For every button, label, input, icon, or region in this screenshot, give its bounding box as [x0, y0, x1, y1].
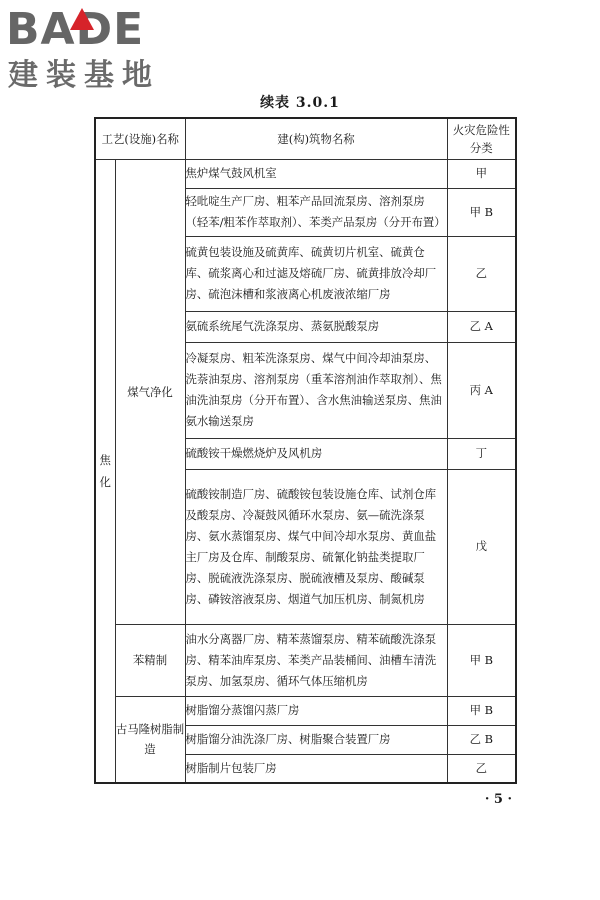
group-name: 煤气净化 [115, 159, 185, 624]
fire-class: 乙 A [447, 311, 516, 342]
header-process: 工艺(设施)名称 [95, 118, 185, 159]
fire-class: 乙 B [447, 725, 516, 754]
logo-triangle-icon [70, 8, 94, 30]
category-label: 焦化 [99, 452, 111, 489]
building-name: 硫黄包装设施及硫黄库、硫黄切片机室、硫黄仓库、硫浆离心和过滤及熔硫厂房、硫黄排放冷却厂房、硫泡沫槽和浆液离心机废液浓缩厂房 [185, 236, 447, 311]
fire-class: 丁 [447, 438, 516, 469]
building-name: 氨硫系统尾气洗涤泵房、蒸氨脱酸泵房 [185, 311, 447, 342]
watermark-logo [6, 6, 176, 98]
table-row [95, 624, 516, 696]
fire-hazard-table [94, 117, 515, 784]
building-name: 油水分离器厂房、精苯蒸馏泵房、精苯硫酸洗涤泵房、精苯油库泵房、苯类产品装桶间、油槽车清洗泵房、加氢泵房、循环气体压缩机房 [185, 624, 447, 696]
table-caption: 续表 3.0.1 [260, 95, 340, 111]
group-name: 苯精制 [115, 624, 185, 696]
fire-class: 甲 B [447, 696, 516, 725]
building-name: 树脂馏分蒸馏闪蒸厂房 [185, 696, 447, 725]
fire-class: 甲 B [447, 188, 516, 236]
group-name: 古马隆树脂制造 [115, 696, 185, 783]
fire-class: 丙 A [447, 342, 516, 438]
fire-class: 甲 B [447, 624, 516, 696]
fire-class: 乙 [447, 236, 516, 311]
watermark-subtitle: 建装基地 [8, 58, 160, 93]
table-row [95, 159, 516, 188]
building-name: 冷凝泵房、粗苯洗涤泵房、煤气中间冷却油泵房、洗萘油泵房、溶剂泵房（重苯溶剂油作萃取剂）、焦油洗油泵房（分开布置）、含水焦油输送泵房、焦油氨水输送泵房 [185, 342, 447, 438]
header-building: 建(构)筑物名称 [185, 118, 447, 159]
building-name: 硫酸铵干燥燃烧炉及风机房 [185, 438, 447, 469]
category-cell [95, 159, 115, 783]
building-name: 树脂馏分油洗涤厂房、树脂聚合装置厂房 [185, 725, 447, 754]
fire-class: 甲 [447, 159, 516, 188]
header-fire-class: 火灾危险性分类 [447, 118, 516, 159]
fire-class: 乙 [447, 754, 516, 783]
building-name: 树脂制片包装厂房 [185, 754, 447, 783]
page-number: · 5 · [484, 792, 512, 807]
building-name: 焦炉煤气鼓风机室 [185, 159, 447, 188]
table-row [95, 696, 516, 725]
fire-class: 戊 [447, 469, 516, 624]
building-name: 轻吡啶生产厂房、粗苯产品回流泵房、溶剂泵房（轻苯/粗苯作萃取剂）、苯类产品泵房（分开布置） [185, 188, 447, 236]
watermark-brand: BADE [6, 4, 145, 55]
building-name: 硫酸铵制造厂房、硫酸铵包装设施仓库、试剂仓库及酸泵房、冷凝鼓风循环水泵房、氨—硫洗涤泵房、氨水蒸馏泵房、煤气中间冷却水泵房、黄血盐主厂房及仓库、制酸泵房、硫氰化钠盐类提取厂房、脱硫液洗涤泵房、脱硫液槽及泵房、酸碱泵房、磷铵溶液泵房、烟道气加压机房、制氮机房 [185, 469, 447, 624]
